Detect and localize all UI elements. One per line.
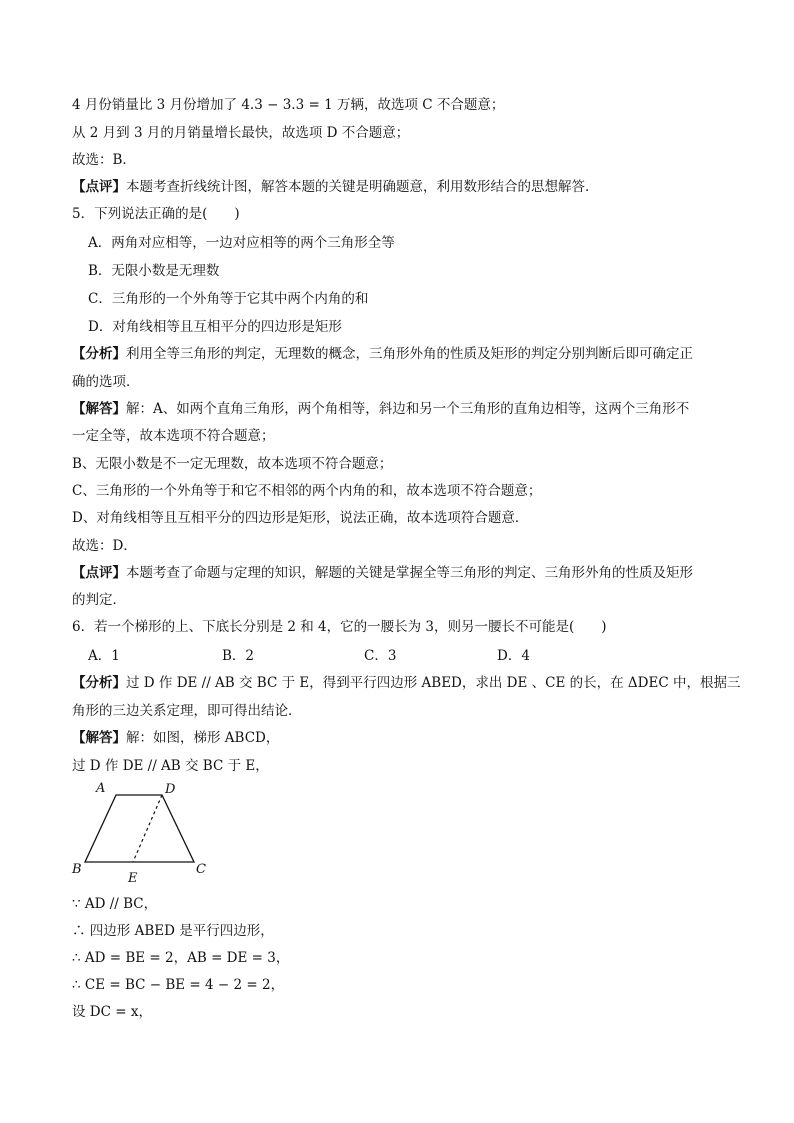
label-b: B — [72, 862, 82, 877]
answer-line-3: B、无限小数是不一定无理数，故本选项不符合题意； — [72, 456, 393, 472]
comment-text: 本题考查了命题与定理的知识，解题的关键是掌握全等三角形的判定、三角形外角的性质及矩形 — [126, 565, 693, 581]
text-line: 故选：B． — [72, 152, 136, 168]
answer-line-5: D、对角线相等且互相平分的四边形是矩形，说法正确，故本选项符合题意． — [72, 510, 529, 526]
answer-line-4: C、三角形的一个外角等于和它不相邻的两个内角的和，故本选项不符合题意； — [72, 483, 542, 499]
option-a: A．两角对应相等，一边对应相等的两个三角形全等 — [88, 235, 395, 251]
analysis-tag: 【分析】 — [72, 675, 126, 691]
step-line: ∴ 四边形 ABED 是平行四边形， — [72, 923, 274, 939]
choice-line: 故选：D． — [72, 538, 137, 554]
label-e: E — [128, 871, 138, 886]
option-c: C．三角形的一个外角等于它其中两个内角的和 — [88, 291, 369, 307]
label-d: D — [165, 782, 176, 797]
option-c: C．3 — [364, 648, 397, 664]
question-6: 6．若一个梯形的上、下底长分别是 2 和 4，它的一腰长为 3，则另一腰长不可能是( ) — [72, 619, 607, 635]
step-line: ∵ AD // BC， — [72, 896, 158, 912]
option-a: A．1 — [88, 648, 120, 664]
option-d: D．对角线相等且互相平分的四边形是矩形 — [88, 319, 342, 335]
label-c: C — [196, 862, 206, 877]
step-line: ∴ CE = BC − BE = 4 − 2 = 2， — [72, 977, 285, 993]
analysis-text: 利用全等三角形的判定，无理数的概念，三角形外角的性质及矩形的判定分别判断后即可确定正 — [126, 346, 693, 362]
analysis-line — [72, 674, 740, 692]
analysis-tag: 【分析】 — [72, 346, 126, 362]
answer-text: 解：如图，梯形 ABCD， — [126, 730, 280, 746]
step-line: 设 DC = x， — [72, 1004, 152, 1020]
analysis-line-2: 角形的三边关系定理，即可得出结论． — [72, 703, 302, 719]
option-b: B．无限小数是无理数 — [88, 263, 220, 279]
label-a: A — [96, 781, 106, 796]
option-d: D．4 — [497, 648, 530, 664]
comment-line — [72, 178, 599, 196]
answer-line — [72, 729, 279, 747]
answer-line-2: 过 D 作 DE // AB 交 BC 于 E， — [72, 758, 269, 774]
answer-tag: 【解答】 — [72, 730, 126, 746]
trapezoid-figure — [64, 778, 224, 888]
question-5: 5．下列说法正确的是( ) — [72, 206, 240, 222]
trapezoid-abcd — [85, 795, 194, 862]
answer-tag: 【解答】 — [72, 401, 126, 417]
step-line: ∴ AD = BE = 2，AB = DE = 3， — [72, 950, 290, 966]
comment-line-2: 的判定． — [72, 592, 126, 608]
text-line: 从 2 月到 3 月的月销量增长最快，故选项 D 不合题意； — [72, 125, 410, 141]
analysis-text: 过 D 作 DE // AB 交 BC 于 E，得到平行四边形 ABED，求出 DE 、CE 的长，在 ΔDEC 中，根据三 — [126, 675, 741, 691]
analysis-line-2: 确的选项． — [72, 374, 140, 390]
comment-text: 本题考查折线统计图，解答本题的关键是明确题意，利用数形结合的思想解答． — [126, 179, 599, 195]
option-b: B．2 — [222, 648, 255, 664]
answer-line-2: 一定全等，故本选项不符合题意； — [72, 428, 275, 444]
segment-de — [133, 795, 162, 862]
answer-text: 解：A、如两个直角三角形，两个角相等，斜边和另一个三角形的直角边相等，这两个三角形不 — [126, 401, 690, 417]
comment-line — [72, 564, 693, 582]
analysis-line — [72, 345, 693, 363]
comment-tag: 【点评】 — [72, 179, 126, 195]
answer-line — [72, 400, 689, 418]
text-line: 4 月份销量比 3 月份增加了 4.3 − 3.3 = 1 万辆，故选项 C 不合题意； — [72, 97, 505, 113]
comment-tag: 【点评】 — [72, 565, 126, 581]
